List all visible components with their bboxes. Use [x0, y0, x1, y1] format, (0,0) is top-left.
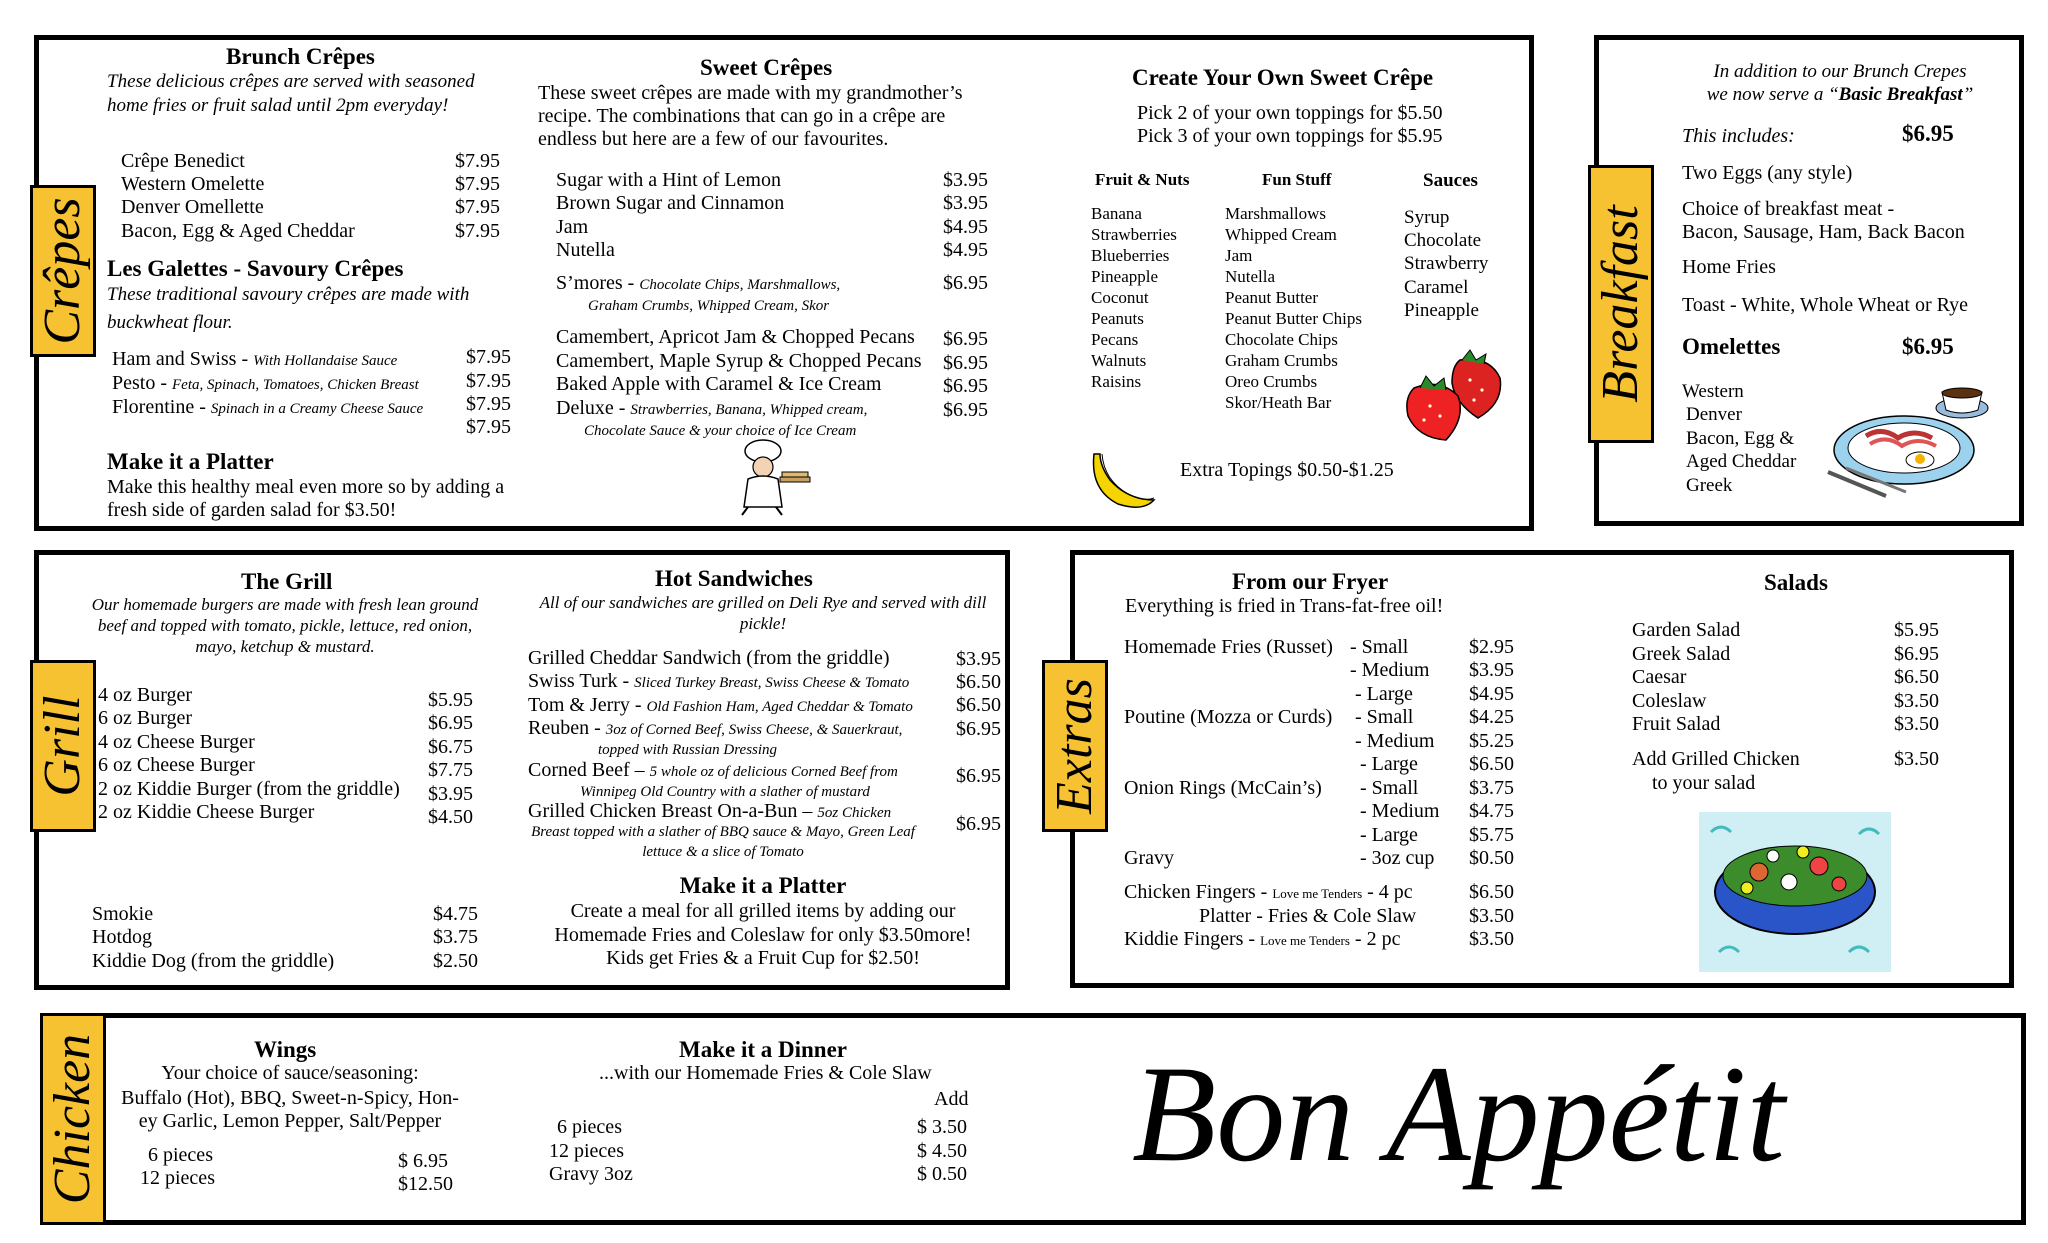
fryer-item-price: $6.50 — [1469, 753, 1514, 775]
grill-item-name: 4 oz Burger — [98, 684, 193, 706]
breakfast-tab — [1588, 165, 1654, 443]
sandwich-item-price: $6.95 — [956, 718, 1001, 740]
breakfast-line: Home Fries — [1682, 256, 1776, 278]
topping: Banana — [1091, 204, 1142, 223]
sauce: Chocolate — [1404, 230, 1482, 251]
fryer-item-price: $0.50 — [1469, 847, 1514, 869]
grill-item-price: $6.75 — [428, 736, 473, 758]
salad-name: Garden Salad — [1632, 619, 1741, 641]
grill-platter-line3: Kids get Fries & a Fruit Cup for $2.50! — [606, 947, 920, 969]
topping: Peanut Butter — [1225, 288, 1319, 307]
topping: Coconut — [1091, 288, 1149, 307]
fingers-note: Love me Tenders — [1272, 886, 1363, 901]
fryer-item-price: $4.95 — [1469, 683, 1514, 705]
grill-tab-label: Grill — [34, 695, 91, 797]
fryer-item-price: $5.75 — [1469, 824, 1514, 846]
fryer-item-name: Homemade Fries (Russet) — [1124, 636, 1333, 658]
galette-item — [112, 348, 397, 373]
sweet-item-price: $4.95 — [943, 216, 988, 238]
omelette-item: Bacon, Egg & — [1686, 428, 1795, 449]
fingers-name: Chicken Fingers - — [1124, 881, 1273, 903]
galettes-desc: These traditional savoury crêpes are made with buckwheat flour. — [107, 284, 470, 333]
intro-pre: we now serve a “ — [1706, 84, 1839, 105]
wings-line1: Buffalo (Hot), BBQ, Sweet-n-Spicy, Hon- — [121, 1087, 459, 1109]
sauce: Strawberry — [1404, 253, 1489, 274]
wings-price: $12.50 — [398, 1173, 453, 1195]
sandwich-item-name: Grilled Chicken Breast On-a-Bun – — [528, 800, 818, 822]
fingers-price: $3.50 — [1469, 928, 1514, 950]
salad-name: Greek Salad — [1632, 643, 1731, 665]
sweet-crepes-desc: These sweet crêpes are made with my grandmother’s recipe. The combinations that can go in a crêpe are endless but here are a few of our favourites. — [538, 82, 963, 150]
topping: Raisins — [1091, 372, 1142, 391]
sandwich-item-name: Grilled Cheddar Sandwich (from the griddle) — [528, 647, 890, 669]
brunch-item-price: $7.95 — [455, 150, 500, 172]
dinner-subtitle: ...with our Homemade Fries & Cole Slaw — [599, 1062, 932, 1084]
sweet-item-price: $4.95 — [943, 239, 988, 261]
salad-name: Fruit Salad — [1632, 713, 1721, 735]
topping: Nutella — [1225, 267, 1276, 286]
dog-item-name: Hotdog — [92, 926, 152, 948]
sandwich-item-name: Tom & Jerry - — [528, 694, 647, 716]
topping: Peanuts — [1091, 309, 1144, 328]
fryer-item-size: - Small — [1360, 777, 1419, 799]
fryer-item-size: - 3oz cup — [1360, 847, 1435, 869]
fryer-item-price: $3.75 — [1469, 777, 1514, 799]
wings-title: Wings — [254, 1037, 317, 1062]
sweet-item-name: Deluxe - — [556, 397, 631, 419]
sweet-item-name: S’mores - — [556, 272, 640, 294]
topping: Blueberries — [1091, 246, 1170, 265]
dinner-item-price: $ 0.50 — [917, 1163, 967, 1185]
topping: Graham Crumbs — [1225, 351, 1338, 370]
bon-appetit-heading: Bon Appétit — [1132, 1037, 1785, 1190]
grill-title: The Grill — [241, 569, 333, 594]
extra-toppings: Extra Topings $0.50-$1.25 — [1180, 459, 1394, 481]
sandwich-item-note: Old Fashion Ham, Aged Cheddar & Tomato — [646, 699, 913, 715]
sandwich-item-name: Swiss Turk - — [528, 670, 635, 692]
sandwiches-title: Hot Sandwiches — [655, 566, 813, 591]
sandwich-item-note: 5 whole oz of delicious Corned Beef from — [649, 764, 898, 780]
dinner-item-name: Gravy 3oz — [549, 1163, 633, 1185]
grill-platter-title: Make it a Platter — [679, 873, 847, 898]
topping: Marshmallows — [1225, 204, 1327, 223]
chicken-tab-label: Chicken — [44, 1033, 101, 1205]
create-own-line1: Pick 2 of your own toppings for $5.50 — [1137, 102, 1443, 124]
sweet-item-name: Nutella — [556, 239, 615, 261]
crepes-tab-label: Crêpes — [34, 197, 91, 345]
breakfast-plate-illustration — [1822, 380, 2007, 505]
crepes-tab — [30, 185, 96, 357]
grill-item-price: $5.95 — [428, 689, 473, 711]
sandwich-item-price: $6.50 — [956, 694, 1001, 716]
omelette-item: Aged Cheddar — [1686, 451, 1797, 472]
sandwiches-desc: All of our sandwiches are grilled on Deli Rye and served with dill pickle! — [539, 593, 987, 633]
crepe-platter-desc: Make this healthy meal even more so by adding a fresh side of garden salad for $3.50! — [107, 476, 505, 521]
sauce: Syrup — [1404, 207, 1450, 228]
grill-item-name: 2 oz Kiddie Cheese Burger — [98, 801, 315, 823]
wings-size: 12 pieces — [140, 1167, 215, 1189]
sandwich-item-price: $6.95 — [956, 813, 1001, 835]
dog-item-price: $4.75 — [433, 903, 478, 925]
fryer-item-size: - Small — [1355, 706, 1414, 728]
sandwich-item-note: 5oz Chicken — [817, 805, 892, 821]
omelette-item: Greek — [1686, 475, 1733, 496]
salad-price: $3.50 — [1894, 690, 1939, 712]
topping: Whipped Cream — [1225, 225, 1337, 244]
galette-item — [112, 396, 423, 421]
galette-extra-price: $7.95 — [466, 416, 511, 438]
galette-item-name: Pesto - — [112, 372, 172, 394]
salad-price: $6.50 — [1894, 666, 1939, 688]
fryer-item-price: $4.75 — [1469, 800, 1514, 822]
dinner-item-price: $ 3.50 — [917, 1116, 967, 1138]
topping: Peanut Butter Chips — [1225, 309, 1362, 328]
sandwich-item-note2: topped with Russian Dressing — [598, 742, 778, 758]
brunch-item-name: Crêpe Benedict — [121, 150, 245, 172]
dog-item-name: Kiddie Dog (from the griddle) — [92, 950, 335, 972]
sauce: Pineapple — [1404, 300, 1479, 321]
dog-item-name: Smokie — [92, 903, 154, 925]
sandwich-item-price: $6.50 — [956, 671, 1001, 693]
fryer-item-price: $4.25 — [1469, 706, 1514, 728]
breakfast-line: Two Eggs (any style) — [1682, 162, 1853, 184]
grill-item-price: $4.50 — [428, 806, 473, 828]
sweet-item-name: Sugar with a Hint of Lemon — [556, 169, 781, 191]
sauce: Caramel — [1404, 277, 1469, 298]
intro-bold: Basic Breakfast — [1838, 84, 1963, 105]
sandwich-item-price: $6.95 — [956, 765, 1001, 787]
sweet-item-note: Chocolate Chips, Marshmallows, — [639, 277, 841, 293]
brunch-item-name: Bacon, Egg & Aged Cheddar — [121, 220, 355, 242]
grill-item-name: 4 oz Cheese Burger — [98, 731, 255, 753]
wings-size: 6 pieces — [148, 1144, 213, 1166]
dinner-add-header: Add — [934, 1088, 969, 1110]
brunch-item-name: Denver Omellette — [121, 196, 264, 218]
fryer-item-price: $2.95 — [1469, 636, 1514, 658]
fryer-item-price: $3.95 — [1469, 659, 1514, 681]
sandwich-item-note: 3oz of Corned Beef, Swiss Cheese, & Sauerkraut, — [605, 722, 903, 738]
dinner-item-price: $ 4.50 — [917, 1140, 967, 1162]
dog-item-price: $3.75 — [433, 926, 478, 948]
sweet-item-price: $3.95 — [943, 192, 988, 214]
sweet-item-price: $6.95 — [943, 328, 988, 350]
sweet-crepes-title: Sweet Crêpes — [700, 55, 833, 80]
breakfast-line: Choice of breakfast meat - — [1682, 198, 1895, 220]
sweet-item-name: Jam — [556, 216, 589, 238]
wings-price: $ 6.95 — [398, 1150, 448, 1172]
sandwich-item-price: $3.95 — [956, 648, 1001, 670]
sweet-item-price: $3.95 — [943, 169, 988, 191]
add-chicken-line1: Add Grilled Chicken — [1632, 748, 1800, 770]
sweet-item-name: Camembert, Apricot Jam & Chopped Pecans — [556, 326, 915, 348]
grill-item-price: $3.95 — [428, 783, 473, 805]
fryer-item-price: $5.25 — [1469, 730, 1514, 752]
fryer-item-size: - Medium — [1360, 800, 1440, 822]
sandwich-item-note2: Winnipeg Old Country with a slather of mustard — [580, 784, 870, 800]
sweet-item-price: $6.95 — [943, 272, 988, 294]
fingers-item — [1124, 928, 1400, 952]
fryer-item-name: Poutine (Mozza or Curds) — [1124, 706, 1333, 728]
fingers-price: $6.50 — [1469, 881, 1514, 903]
breakfast-line: Bacon, Sausage, Ham, Back Bacon — [1682, 221, 1965, 243]
topping: Jam — [1225, 246, 1253, 265]
fryer-title: From our Fryer — [1232, 569, 1389, 594]
extras-tab-label: Extras — [1046, 678, 1103, 814]
breakfast-includes: This includes: — [1682, 125, 1795, 147]
breakfast-intro-1: In addition to our Brunch Crepes — [1713, 61, 1967, 82]
fingers-item — [1124, 881, 1413, 905]
dinner-item-name: 6 pieces — [557, 1116, 622, 1138]
sandwich-item-name: Reuben - — [528, 717, 606, 739]
fingers-note: Love me Tenders — [1260, 933, 1350, 948]
galette-item-name: Ham and Swiss - — [112, 348, 254, 370]
brunch-item-name: Western Omelette — [121, 173, 265, 195]
fun-stuff-header: Fun Stuff — [1262, 170, 1332, 189]
galette-item-note: With Hollandaise Sauce — [253, 353, 398, 369]
fingers-size: - 4 pc — [1362, 881, 1413, 903]
sweet-item-price: $6.95 — [943, 399, 988, 421]
topping: Skor/Heath Bar — [1225, 393, 1332, 412]
fruit-nuts-header: Fruit & Nuts — [1095, 170, 1190, 189]
brunch-item-price: $7.95 — [455, 196, 500, 218]
breakfast-tab-label: Breakfast — [1592, 205, 1649, 403]
fryer-item-size: - Large — [1355, 683, 1413, 705]
fryer-item-name: Gravy — [1124, 847, 1174, 869]
fingers-name: Platter - Fries & Cole Slaw — [1199, 905, 1417, 927]
grill-platter-line1: Create a meal for all grilled items by adding our — [570, 900, 956, 922]
salad-price: $6.95 — [1894, 643, 1939, 665]
banana-illustration — [1088, 450, 1158, 510]
omelette-item: Western — [1682, 381, 1744, 402]
sandwich-item — [528, 670, 909, 695]
topping: Walnuts — [1091, 351, 1147, 370]
galette-item — [112, 372, 419, 397]
breakfast-line: Toast - White, Whole Wheat or Rye — [1682, 294, 1969, 316]
fryer-item-size: - Medium — [1355, 730, 1435, 752]
wings-subtitle: Your choice of sauce/seasoning: — [161, 1062, 419, 1084]
grill-item-name: 6 oz Burger — [98, 707, 193, 729]
galette-item-name: Florentine - — [112, 396, 211, 418]
grill-platter-line2: Homemade Fries and Coleslaw for only $3.50more! — [554, 924, 972, 946]
grill-tab — [30, 660, 96, 832]
fryer-subtitle: Everything is fried in Trans-fat-free oil! — [1125, 595, 1444, 617]
grill-item-name: 6 oz Cheese Burger — [98, 754, 255, 776]
add-chicken-line2: to your salad — [1652, 772, 1756, 794]
sweet-item-price: $6.95 — [943, 375, 988, 397]
extras-tab — [1042, 660, 1108, 832]
sandwich-item-note2: Breast topped with a slather of BBQ sauce & Mayo, Green Leaf lettuce & a slice of Tomato — [531, 824, 915, 860]
salad-name: Coleslaw — [1632, 690, 1707, 712]
fingers-size: - 2 pc — [1349, 928, 1401, 950]
crepe-platter-title: Make it a Platter — [107, 449, 274, 474]
sweet-item-price: $6.95 — [943, 352, 988, 374]
salad-name: Caesar — [1632, 666, 1687, 688]
create-own-title: Create Your Own Sweet Crêpe — [1132, 65, 1434, 90]
sweet-item — [556, 272, 840, 297]
omelettes-title: Omelettes — [1682, 334, 1781, 359]
grill-item-price: $6.95 — [428, 712, 473, 734]
sweet-item — [556, 397, 867, 422]
sandwich-item-note: Sliced Turkey Breast, Swiss Cheese & Tomato — [634, 675, 910, 691]
strawberry-illustration — [1400, 348, 1510, 448]
add-chicken-price: $3.50 — [1894, 748, 1939, 770]
sweet-item-note2: Chocolate Sauce & your choice of Ice Cream — [584, 423, 857, 439]
brunch-crepes-desc: These delicious crêpes are served with seasoned home fries or fruit salad until 2pm everyday! — [107, 71, 475, 116]
sauces-header: Sauces — [1423, 170, 1478, 191]
sweet-item-name: Camembert, Maple Syrup & Chopped Pecans — [556, 350, 922, 372]
brunch-item-price: $7.95 — [455, 220, 500, 242]
topping: Strawberries — [1091, 225, 1177, 244]
fryer-item-size: - Large — [1360, 824, 1418, 846]
dinner-item-name: 12 pieces — [549, 1140, 624, 1162]
fingers-price: $3.50 — [1469, 905, 1514, 927]
fryer-item-name: Onion Rings (McCain’s) — [1124, 777, 1322, 799]
chicken-tab — [40, 1013, 106, 1225]
sweet-item-name: Baked Apple with Caramel & Ice Cream — [556, 373, 882, 395]
galette-item-note: Spinach in a Creamy Cheese Sauce — [210, 401, 424, 417]
dinner-title: Make it a Dinner — [679, 1037, 848, 1062]
omelettes-price: $6.95 — [1902, 334, 1954, 359]
grill-item-name: 2 oz Kiddie Burger (from the griddle) — [98, 778, 400, 800]
topping: Pecans — [1091, 330, 1139, 349]
breakfast-price: $6.95 — [1902, 121, 1954, 146]
intro-post: ” — [1962, 84, 1974, 105]
sandwich-item — [528, 694, 913, 719]
sweet-item-note: Strawberries, Banana, Whipped cream, — [630, 402, 868, 418]
breakfast-intro-2 — [1680, 83, 2000, 106]
fryer-item-size: - Medium — [1350, 659, 1430, 681]
create-own-line2: Pick 3 of your own toppings for $5.95 — [1137, 125, 1443, 147]
sandwich-item-name: Corned Beef – — [528, 759, 650, 781]
galette-item-price: $7.95 — [466, 370, 511, 392]
galette-item-price: $7.95 — [466, 346, 511, 368]
topping: Oreo Crumbs — [1225, 372, 1318, 391]
sweet-item-note2: Graham Crumbs, Whipped Cream, Skor — [588, 298, 830, 314]
fryer-item-size: - Large — [1360, 753, 1418, 775]
galettes-title: Les Galettes - Savoury Crêpes — [107, 256, 404, 281]
grill-item-price: $7.75 — [428, 759, 473, 781]
omelette-item: Denver — [1686, 404, 1742, 425]
salads-title: Salads — [1764, 570, 1828, 595]
sweet-item-name: Brown Sugar and Cinnamon — [556, 192, 785, 214]
salad-bowl-illustration — [1699, 812, 1891, 972]
galette-item-note: Feta, Spinach, Tomatoes, Chicken Breast — [172, 377, 419, 393]
chef-illustration — [718, 437, 818, 517]
brunch-crepes-title: Brunch Crêpes — [226, 44, 375, 69]
topping: Chocolate Chips — [1225, 330, 1338, 349]
topping: Pineapple — [1091, 267, 1159, 286]
salad-price: $5.95 — [1894, 619, 1939, 641]
fingers-name: Kiddie Fingers - — [1124, 928, 1261, 950]
fryer-item-size: - Small — [1350, 636, 1409, 658]
salad-price: $3.50 — [1894, 713, 1939, 735]
galette-item-price: $7.95 — [466, 393, 511, 415]
dog-item-price: $2.50 — [433, 950, 478, 972]
brunch-item-price: $7.95 — [455, 173, 500, 195]
wings-line2: ey Garlic, Lemon Pepper, Salt/Pepper — [138, 1110, 442, 1132]
grill-desc: Our homemade burgers are made with fresh lean ground beef and topped with tomato, pickle, lettuce, red onion, mayo, ketchup & mustard. — [91, 595, 479, 656]
